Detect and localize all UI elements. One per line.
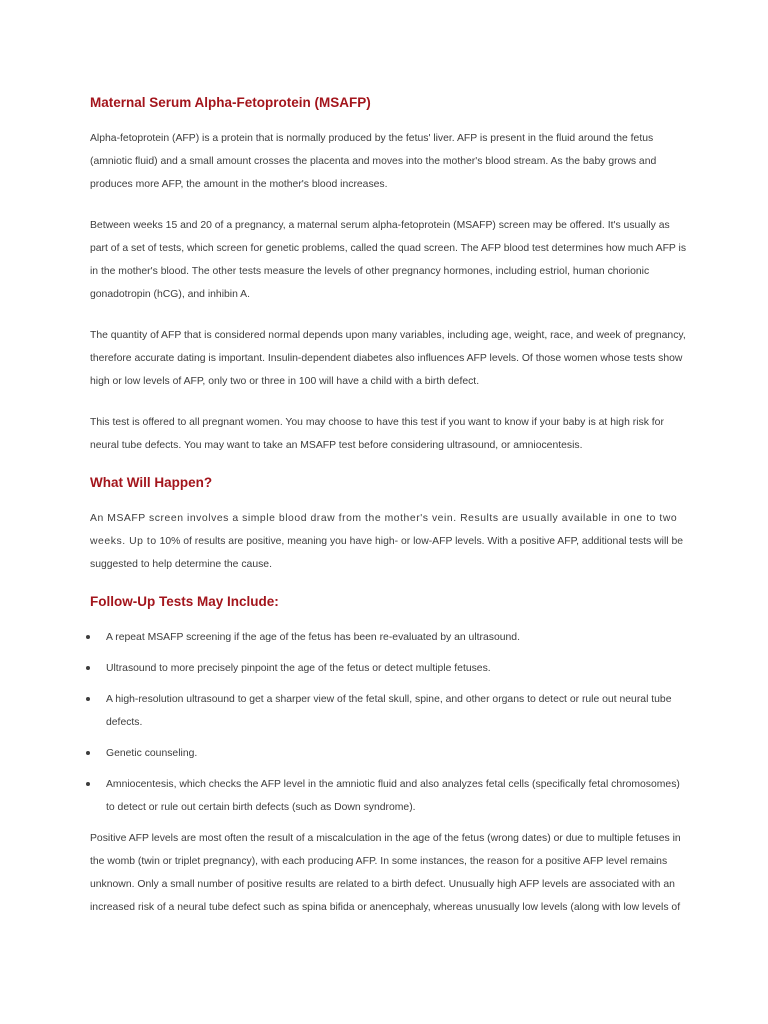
- what-will-happen-line-1: An MSAFP screen involves a simple blood draw from the mother's vein. Results are usually available in one to two weeks. Up to: [90, 513, 678, 547]
- list-item: [0, 773, 688, 819]
- what-will-happen-paragraph: [90, 507, 688, 576]
- intro-paragraph-3: The quantity of AFP that is considered normal depends upon many variables, including age, weight, race, and week of pregnancy, therefore accurate dating is important. Insulin-dependent diabetes also influences AFP levels. Of those women whose tests show high or low levels of AFP, only two or three in 100 will have a child with a birth defect.: [90, 330, 686, 387]
- bullet-icon: [86, 635, 90, 639]
- list-item: [0, 688, 688, 734]
- list-item-text: Amniocentesis, which checks the AFP level in the amniotic fluid and also analyzes fetal cells (specifically fetal chromosomes) to detect or rule out certain birth defects (such as Down syndrome).: [106, 779, 680, 813]
- list-item: [0, 657, 688, 680]
- follow-up-list: [0, 626, 688, 819]
- intro-paragraph-1: Alpha-fetoprotein (AFP) is a protein that is normally produced by the fetus' liver. AFP is present in the fluid around the fetus (amniotic fluid) and a small amount crosses the placenta and moves into the mother's blood stream. As the baby grows and produces more AFP, the amount in the mother's blood increases.: [90, 133, 657, 190]
- intro-paragraph-4: This test is offered to all pregnant women. You may choose to have this test if you want to know if your baby is at high risk for neural tube defects. You may want to take an MSAFP test before considering ultrasound, or amniocentesis.: [90, 417, 664, 451]
- document-body: [90, 93, 688, 919]
- list-item: [0, 626, 688, 649]
- list-item-text: A repeat MSAFP screening if the age of the fetus has been re-evaluated by an ultrasound.: [106, 632, 520, 643]
- bullet-icon: [86, 666, 90, 670]
- bullet-icon: [86, 782, 90, 786]
- what-will-happen-rest: 10% of results are positive, meaning you have high- or low-AFP levels. With a positive AFP, additional tests will be suggested to help determine the cause.: [90, 536, 684, 570]
- intro-paragraph-2: Between weeks 15 and 20 of a pregnancy, a maternal serum alpha-fetoprotein (MSAFP) screen may be offered. It's usually as part of a set of tests, which screen for genetic problems, called the quad screen. The AFP blood test determines how much AFP is in the mother's blood. The other tests measure the levels of other pregnancy hormones, including estriol, human chorionic gonadotropin (hCG), and inhibin A.: [90, 220, 687, 300]
- what-will-happen-heading: What Will Happen?: [90, 475, 213, 490]
- list-item-text: Genetic counseling.: [106, 748, 198, 759]
- list-item: [0, 742, 688, 765]
- bullet-icon: [86, 751, 90, 755]
- list-item-text: Ultrasound to more precisely pinpoint the age of the fetus or detect multiple fetuses.: [106, 663, 491, 674]
- closing-paragraph: Positive AFP levels are most often the result of a miscalculation in the age of the fetus (wrong dates) or due to multiple fetuses in the womb (twin or triplet pregnancy), with each producing AFP. In some instances, the reason for a positive AFP level remains unknown. Only a small number of positive results are related to a birth defect. Unusually high AFP levels are associated with an increased risk of a neural tube defect such as spina bifida or anencephaly, whereas unusually low levels (along with low levels of: [90, 833, 681, 913]
- follow-up-heading: Follow-Up Tests May Include:: [90, 594, 279, 609]
- list-item-text: A high-resolution ultrasound to get a sharper view of the fetal skull, spine, and other organs to detect or rule out neural tube defects.: [106, 694, 672, 728]
- page-title: Maternal Serum Alpha-Fetoprotein (MSAFP): [90, 95, 371, 110]
- bullet-icon: [86, 697, 90, 701]
